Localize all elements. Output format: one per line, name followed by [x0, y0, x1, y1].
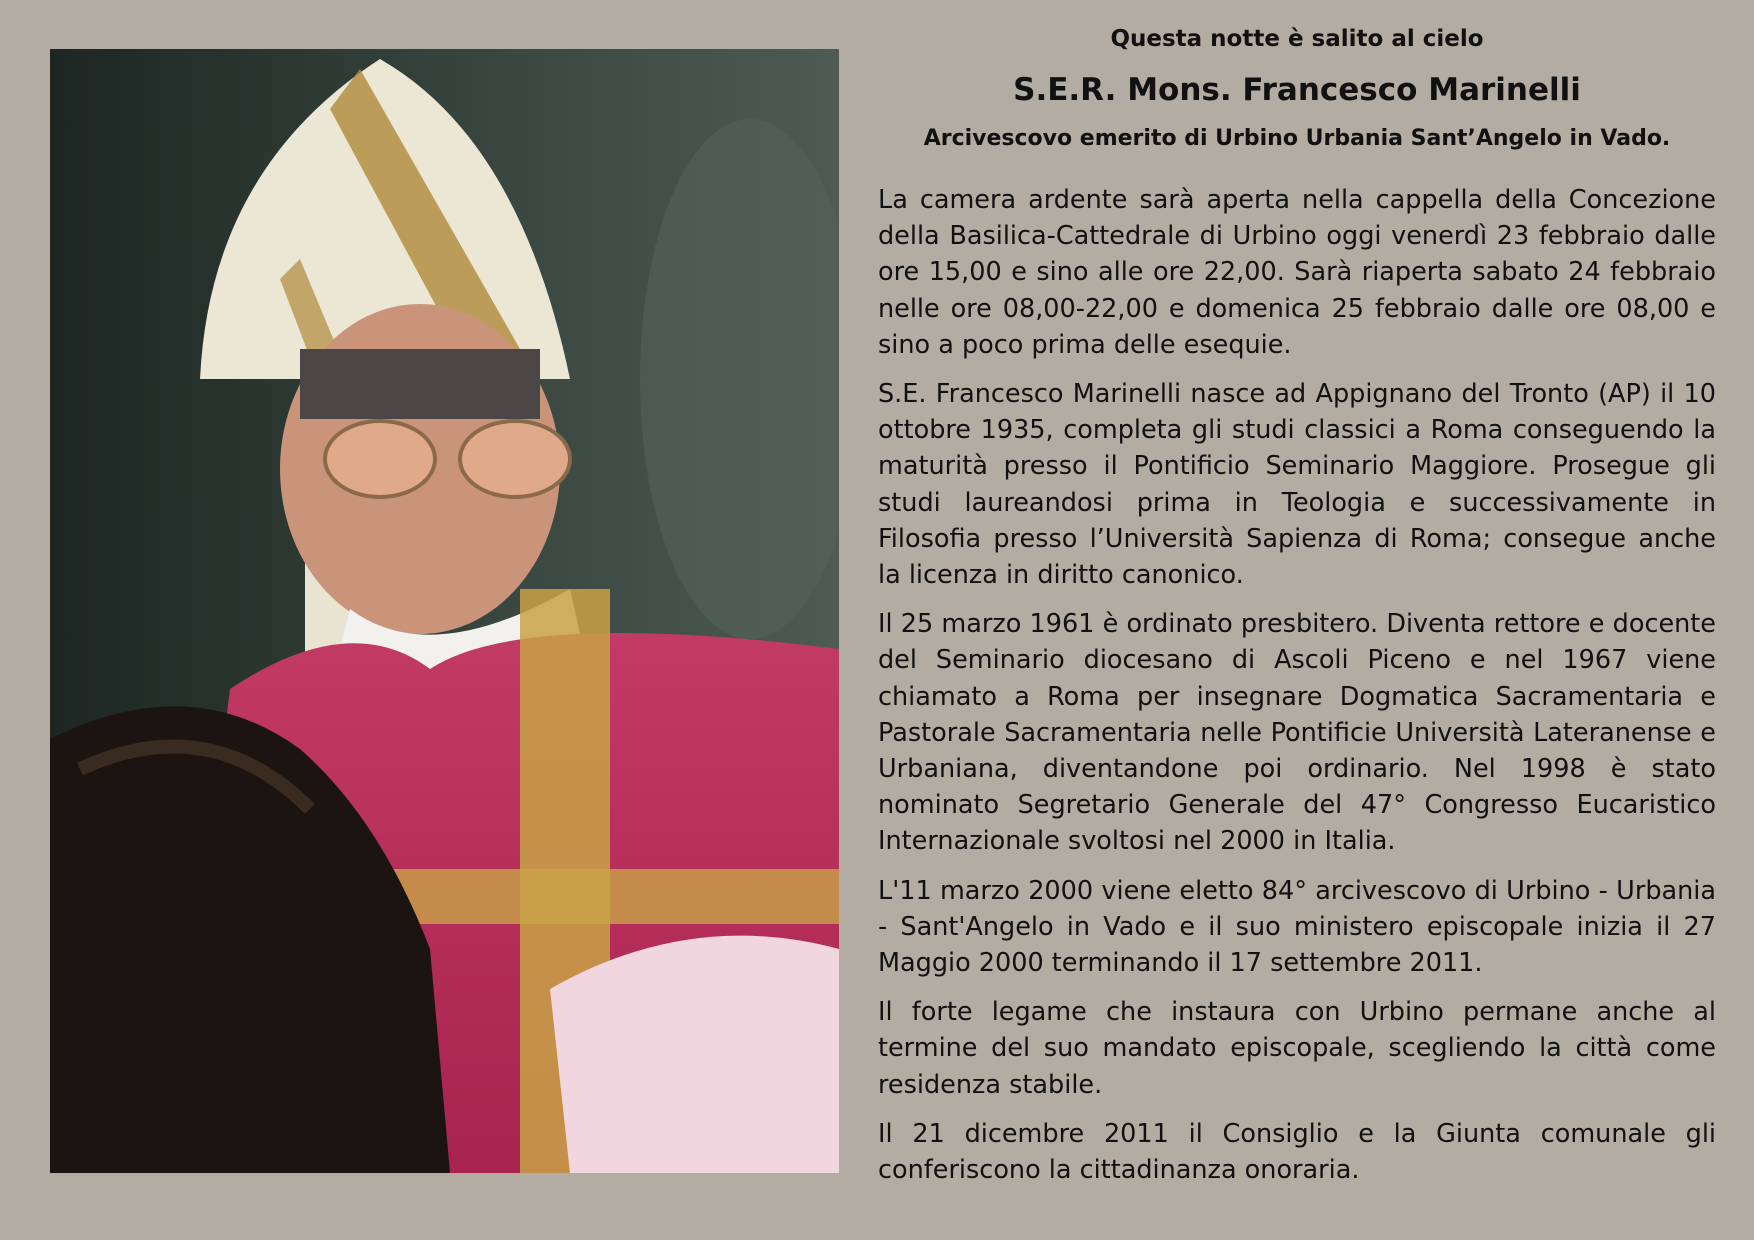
person-role: Arcivescovo emerito di Urbino Urbania Sant’Angelo in Vado.: [923, 126, 1671, 151]
portrait-illustration: [50, 49, 839, 1173]
paragraph-viewing: La camera ardente sarà aperta nella cappella della Concezione della Basilica-Cattedrale di Urbino oggi venerdì 23 febbraio dalle ore 15,00 e sino alle ore 22,00. Sarà riaperta sabato 24 febbraio nelle ore 08,00-22,00 e domenica 25 febbraio dalle ore 08,00 e sino a poco prima delle esequie.: [878, 185, 1716, 360]
paragraph-urbino: Il forte legame che instaura con Urbino permane anche al termine del suo mandato episcopale, scegliendo la città come residenza stabile.: [878, 997, 1716, 1100]
person-name: S.E.R. Mons. Francesco Marinelli: [1013, 72, 1581, 108]
announcement-kicker: Questa notte è salito al cielo: [1110, 26, 1484, 52]
paragraph-citizenship: Il 21 dicembre 2011 il Consiglio e la Giunta comunale gli conferiscono la cittadinanza onoraria.: [878, 1118, 1716, 1186]
paragraph-archbishop: L'11 marzo 2000 viene eletto 84° arcivescovo di Urbino - Urbania - Sant'Angelo in Vado e il suo ministero episcopale inizia il 27 Maggio 2000 terminando il 17 settembre 2011.: [878, 875, 1716, 979]
portrait-photo: [50, 49, 839, 1173]
paragraph-ordination: Il 25 marzo 1961 è ordinato presbitero. Diventa rettore e docente del Seminario diocesano di Ascoli Piceno e nel 1967 viene chiamato a Roma per insegnare Dogmatica Sacramentaria e Pastorale Sacramentaria nelle Pontificie Università Lateranense e Urbaniana, diventandone poi ordinario. Nel 1998 è stato nominato Segretario Generale del 47° Congresso Eucaristico Internazionale svoltosi nel 2000 in Italia.: [878, 609, 1716, 857]
text-column: [878, 22, 1716, 1201]
paragraph-biography: S.E. Francesco Marinelli nasce ad Appignano del Tronto (AP) il 10 ottobre 1935, completa gli studi classici a Roma conseguendo la maturità presso il Pontificio Seminario Maggiore. Prosegue gli studi laureandosi prima in Teologia e successivamente in Filosofia presso l’Università Sapienza di Roma; consegue anche la licenza in diritto canonico.: [878, 379, 1716, 591]
